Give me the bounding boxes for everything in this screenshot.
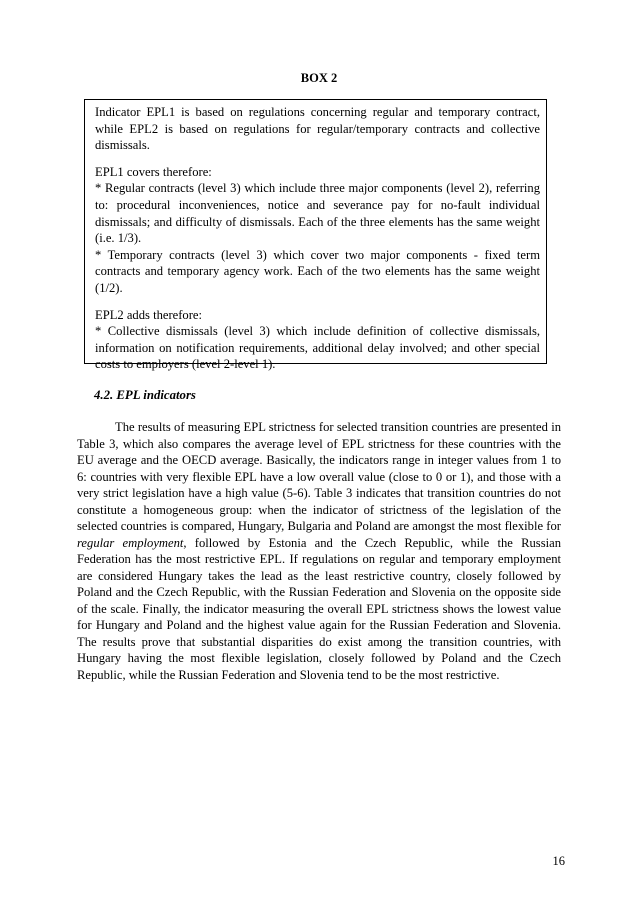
page-number: 16: [552, 854, 565, 868]
box-title: BOX 2: [300, 71, 338, 85]
box-paragraph-epl-definition: Indicator EPL1 is based on regulations concerning regular and temporary contract, while EPL2 is based on regulations for regular/temporary contracts and collective dismissals.: [95, 105, 540, 153]
box-2-frame: [84, 99, 547, 372]
section-heading: 4.2. EPL indicators: [94, 388, 196, 402]
epl2-intro: EPL2 adds therefore:: [95, 307, 203, 322]
body-text-part-1: The results of measuring EPL strictness for selected transition countries are presented in Table 3, which also compares the average level of EPL strictness for these countries with the EU average and the OECD average. Basically, the indicators range in integer values from 1 to 6: countries with very flexible EPL have a low overall value (close to 0 or 1), and those with a very strict legislation have a high value (5-6). Table 3 indicates that transition countries do not constitute a homogeneous group: when the indicator of strictness of the legislation of the selected countries is compared, Hungary, Bulgaria and Poland are amongst the most flexible for: [77, 420, 561, 533]
body-text-emphasis: regular employment: [77, 535, 184, 550]
box-paragraph-epl1: [95, 164, 540, 297]
epl1-intro: EPL1 covers therefore:: [95, 164, 212, 179]
epl1-regular-contracts: * Regular contracts (level 3) which include three major components (level 2), referring to: procedural inconveniences, notice and severance pay for no-fault individual dismissals; and difficulty of dismissals. Each of the three elements has the same weight (i.e. 1/3).: [95, 181, 540, 246]
epl1-temporary-contracts: * Temporary contracts (level 3) which cover two major components - fixed term contracts and temporary agency work. Each of the two elements has the same weight (1/2).: [95, 247, 540, 295]
body-text-part-2: , followed by Estonia and the Czech Republic, while the Russian Federation has the most restrictive EPL. If regulations on regular and temporary employment are considered Hungary takes the lead as the least restrictive country, closely followed by Poland and the Czech Republic, with the Russian Federation and Slovenia on the opposite side of the scale. Finally, the indicator measuring the overall EPL strictness shows the lowest value for Hungary and Poland and the highest value again for the Russian Federation and Slovenia. The results prove that substantial disparities do exist among the transition countries, with Hungary having the most flexible legislation, closely followed by Poland and the Czech Republic, while the Russian Federation and Slovenia tend to be the most restrictive.: [77, 535, 561, 682]
box-paragraph-epl2: [95, 307, 540, 373]
epl2-collective-dismissals: * Collective dismissals (level 3) which include definition of collective dismissals, information on notification requirements, additional delay involved; and other special costs to employers (level 2-level 1).: [95, 324, 540, 372]
body-paragraph: [77, 419, 561, 683]
